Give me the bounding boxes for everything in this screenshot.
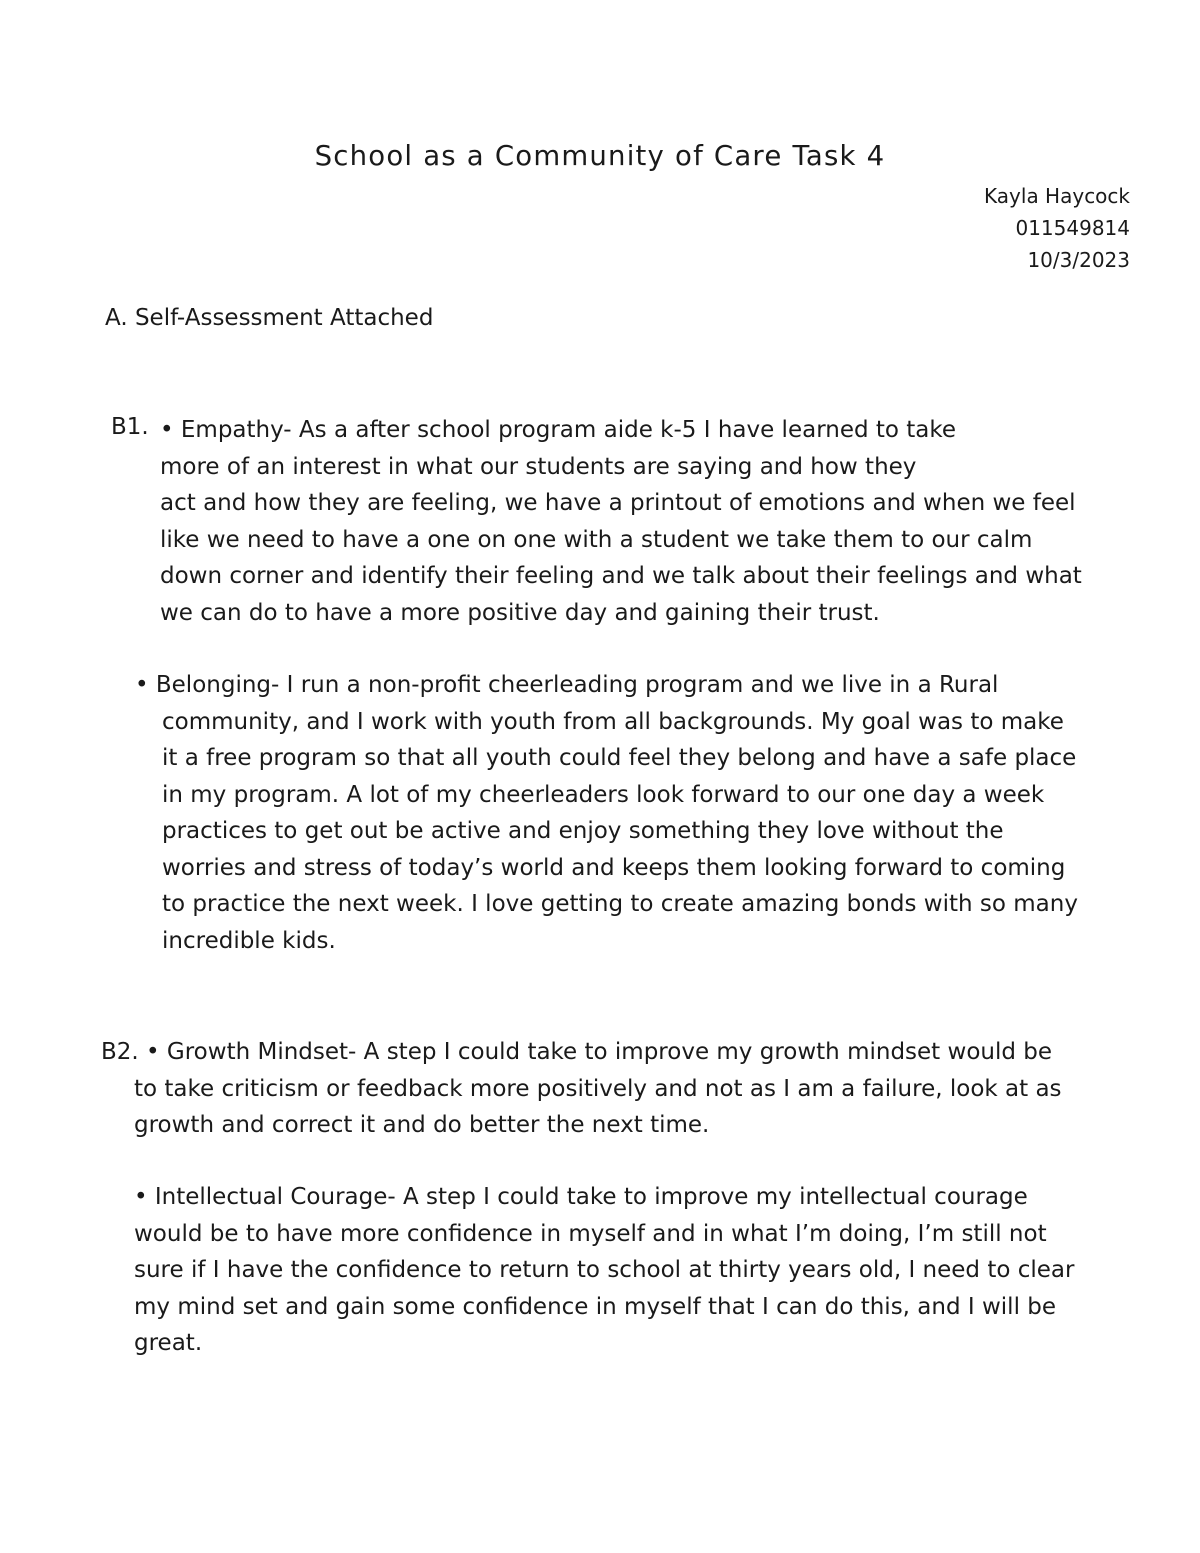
author-info [984, 180, 1130, 276]
paragraph-line: growth and correct it and do better the next time. [134, 1112, 710, 1138]
paragraph-line: down corner and identify their feeling and we talk about their feelings and what [160, 563, 1082, 589]
paragraph-line: community, and I work with youth from all backgrounds. My goal was to make [162, 708, 1064, 735]
paragraph-line: like we need to have a one on one with a student we take them to our calm [160, 526, 1033, 553]
paragraph-line: to take criticism or feedback more positively and not as I am a failure, look at as [134, 1075, 1062, 1102]
submission-date: 10/3/2023 [1027, 248, 1130, 272]
paragraph-line: • Belonging- I run a non-profit cheerleading program and we live in a Rural [135, 672, 999, 698]
student-id: 011549814 [1015, 216, 1130, 240]
paragraph-line: • Empathy- As a after school program aide k-5 I have learned to take [160, 417, 957, 443]
paragraph-line: great. [134, 1330, 203, 1356]
author-name: Kayla Haycock [984, 184, 1130, 208]
paragraph-line: B2. • Growth Mindset- A step I could take to improve my growth mindset would be [101, 1039, 1053, 1065]
section-a-heading: A. Self-Assessment Attached [105, 305, 434, 331]
paragraph-line: sure if I have the confidence to return to school at thirty years old, I need to clear [134, 1257, 1075, 1283]
paragraph-line: my mind set and gain some confidence in myself that I can do this, and I will be [134, 1293, 1057, 1320]
paragraph-line: would be to have more confidence in myself and in what I’m doing, I’m still not [134, 1220, 1047, 1247]
empathy-paragraph [160, 412, 1082, 631]
paragraph-line: worries and stress of today’s world and keeps them looking forward to coming [162, 854, 1066, 881]
page-title: School as a Community of Care Task 4 [314, 140, 886, 172]
paragraph-line: incredible kids. [162, 927, 336, 954]
section-b1-label: B1. [111, 414, 149, 440]
belonging-paragraph [135, 667, 1078, 959]
paragraph-line: practices to get out be active and enjoy something they love without the [162, 818, 1004, 844]
paragraph-line: act and how they are feeling, we have a printout of emotions and when we feel [160, 490, 1076, 516]
paragraph-line: it a free program so that all youth could feel they belong and have a safe place [162, 745, 1077, 771]
paragraph-line: we can do to have a more positive day and gaining their trust. [160, 599, 880, 626]
paragraph-line: • Intellectual Courage- A step I could take to improve my intellectual courage [134, 1184, 1028, 1210]
intellectual-courage-paragraph [134, 1179, 1074, 1362]
paragraph-line: in my program. A lot of my cheerleaders look forward to our one day a week [162, 781, 1045, 808]
growth-mindset-paragraph [101, 1034, 1062, 1144]
paragraph-line: more of an interest in what our students are saying and how they [160, 453, 917, 480]
paragraph-line: to practice the next week. I love getting to create amazing bonds with so many [162, 891, 1078, 917]
